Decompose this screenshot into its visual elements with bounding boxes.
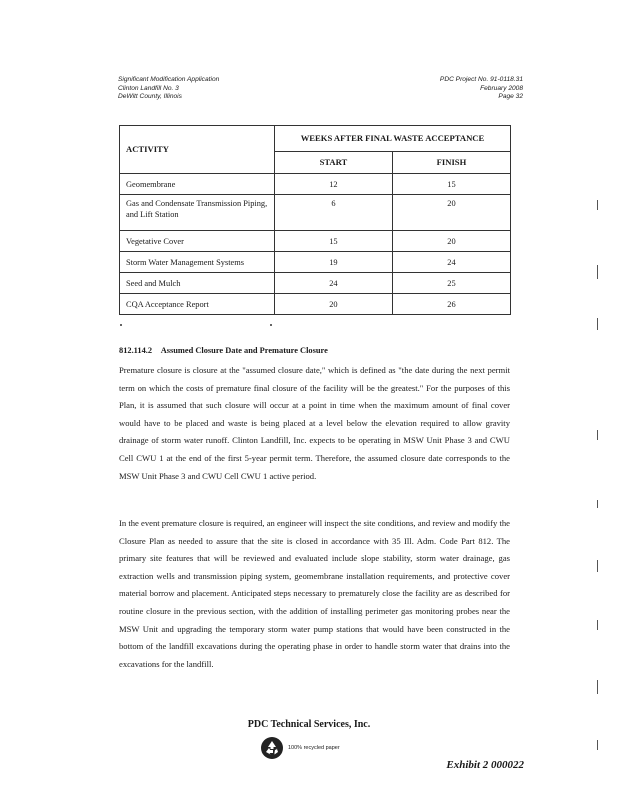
finish-cell: 20 (392, 195, 510, 231)
start-cell: 24 (274, 273, 392, 294)
weeks-column-header: WEEKS AFTER FINAL WASTE ACCEPTANCE (274, 126, 510, 152)
activity-column-header: ACTIVITY (120, 126, 275, 174)
scan-speck (120, 324, 122, 326)
activity-cell: Seed and Mulch (120, 273, 275, 294)
section-title: Assumed Closure Date and Premature Closure (160, 346, 328, 355)
finish-cell: 25 (392, 273, 510, 294)
finish-cell: 15 (392, 174, 510, 195)
scan-mark (597, 620, 598, 630)
scan-mark (597, 200, 598, 210)
premature-closure-paragraph: Premature closure is closure at the "assumed closure date," which is defined as "the date during the next permit term on which the costs of premature final closure of the facility will be the greatest." For the purposes of this Plan, it is assumed that such closure will occur at a point in time when the maximum amount of final cover would have to be placed and waste is being placed at a level below the elevation required to allow gravity drainage of storm water runoff. Clinton Landfill, Inc. expects to be operating in MSW Unit Phase 3 and CWU Cell CWU 1 at the end of the first 5-year permit term. Therefore, the assumed closure date corresponds to the MSW Unit Phase 3 and CWU Cell CWU 1 active period. (119, 365, 510, 481)
start-cell: 20 (274, 294, 392, 315)
recycled-paper-note: 100% recycled paper (288, 745, 340, 751)
finish-cell: 26 (392, 294, 510, 315)
start-column-header: START (274, 152, 392, 174)
table-row (120, 174, 511, 195)
activity-cell: Vegetative Cover (120, 231, 275, 252)
scan-mark (597, 680, 598, 694)
header-application: Significant Modification Application (118, 76, 220, 83)
table-row (120, 195, 511, 231)
start-cell: 15 (274, 231, 392, 252)
header-landfill: Clinton Landfill No. 3 (118, 84, 179, 92)
header-right (440, 76, 523, 102)
header-left (118, 76, 219, 102)
start-cell: 19 (274, 252, 392, 273)
scan-mark (597, 318, 598, 330)
finish-cell: 24 (392, 252, 510, 273)
table-row (120, 294, 511, 315)
header-project-number: PDC Project No. 91-0118.31 (439, 76, 523, 83)
section-number: 812.114.2 (119, 346, 153, 355)
finish-column-header: FINISH (392, 152, 510, 174)
header-date: February 2008 (480, 84, 523, 92)
recycle-icon (260, 736, 284, 760)
closure-plan-paragraph: In the event premature closure is required, an engineer will inspect the site conditions, and review and modify the Closure Plan as needed to assure that the site is closed in accordance with 35 Ill. Adm. Code Part 812. The primary site features that will be reviewed and evaluated include slope stability, storm water drainage, gas extraction wells and transmission piping system, geomembrane installation requirements, and protective cover material borrow and placement. Anticipated steps necessary to prematurely close the facility are as described for routine closure in the previous section, with the addition of installing perimeter gas monitoring probes near the MSW Unit and upgrading the temporary storm water pump stations that would have been constructed in the bottom of the landfill excavations during the operating phase in order to handle storm water that drains into the excavations for the landfill. (119, 518, 510, 669)
activity-cell: CQA Acceptance Report (120, 294, 275, 315)
scan-mark (597, 500, 598, 508)
start-cell: 6 (274, 195, 392, 231)
finish-cell: 20 (392, 231, 510, 252)
activity-cell: Storm Water Management Systems (120, 252, 275, 273)
header-page-number: Page 32 (498, 93, 523, 101)
scan-mark (597, 265, 598, 279)
table-row (120, 231, 511, 252)
scan-mark (597, 430, 598, 440)
activity-cell: Geomembrane (120, 174, 275, 195)
table-header-row (120, 126, 511, 152)
table-row (120, 273, 511, 294)
scan-speck (270, 324, 272, 326)
company-name: PDC Technical Services, Inc. (247, 719, 371, 730)
scan-mark (597, 740, 598, 750)
exhibit-stamp: Exhibit 2 000022 (446, 759, 524, 771)
table-row (120, 252, 511, 273)
header-county: DeWitt County, Illinois (118, 93, 182, 101)
closure-schedule-table (119, 125, 511, 315)
start-cell: 12 (274, 174, 392, 195)
scan-mark (597, 560, 598, 572)
section-heading (119, 346, 328, 355)
activity-cell: Gas and Condensate Transmission Piping, and Lift Station (120, 195, 275, 231)
